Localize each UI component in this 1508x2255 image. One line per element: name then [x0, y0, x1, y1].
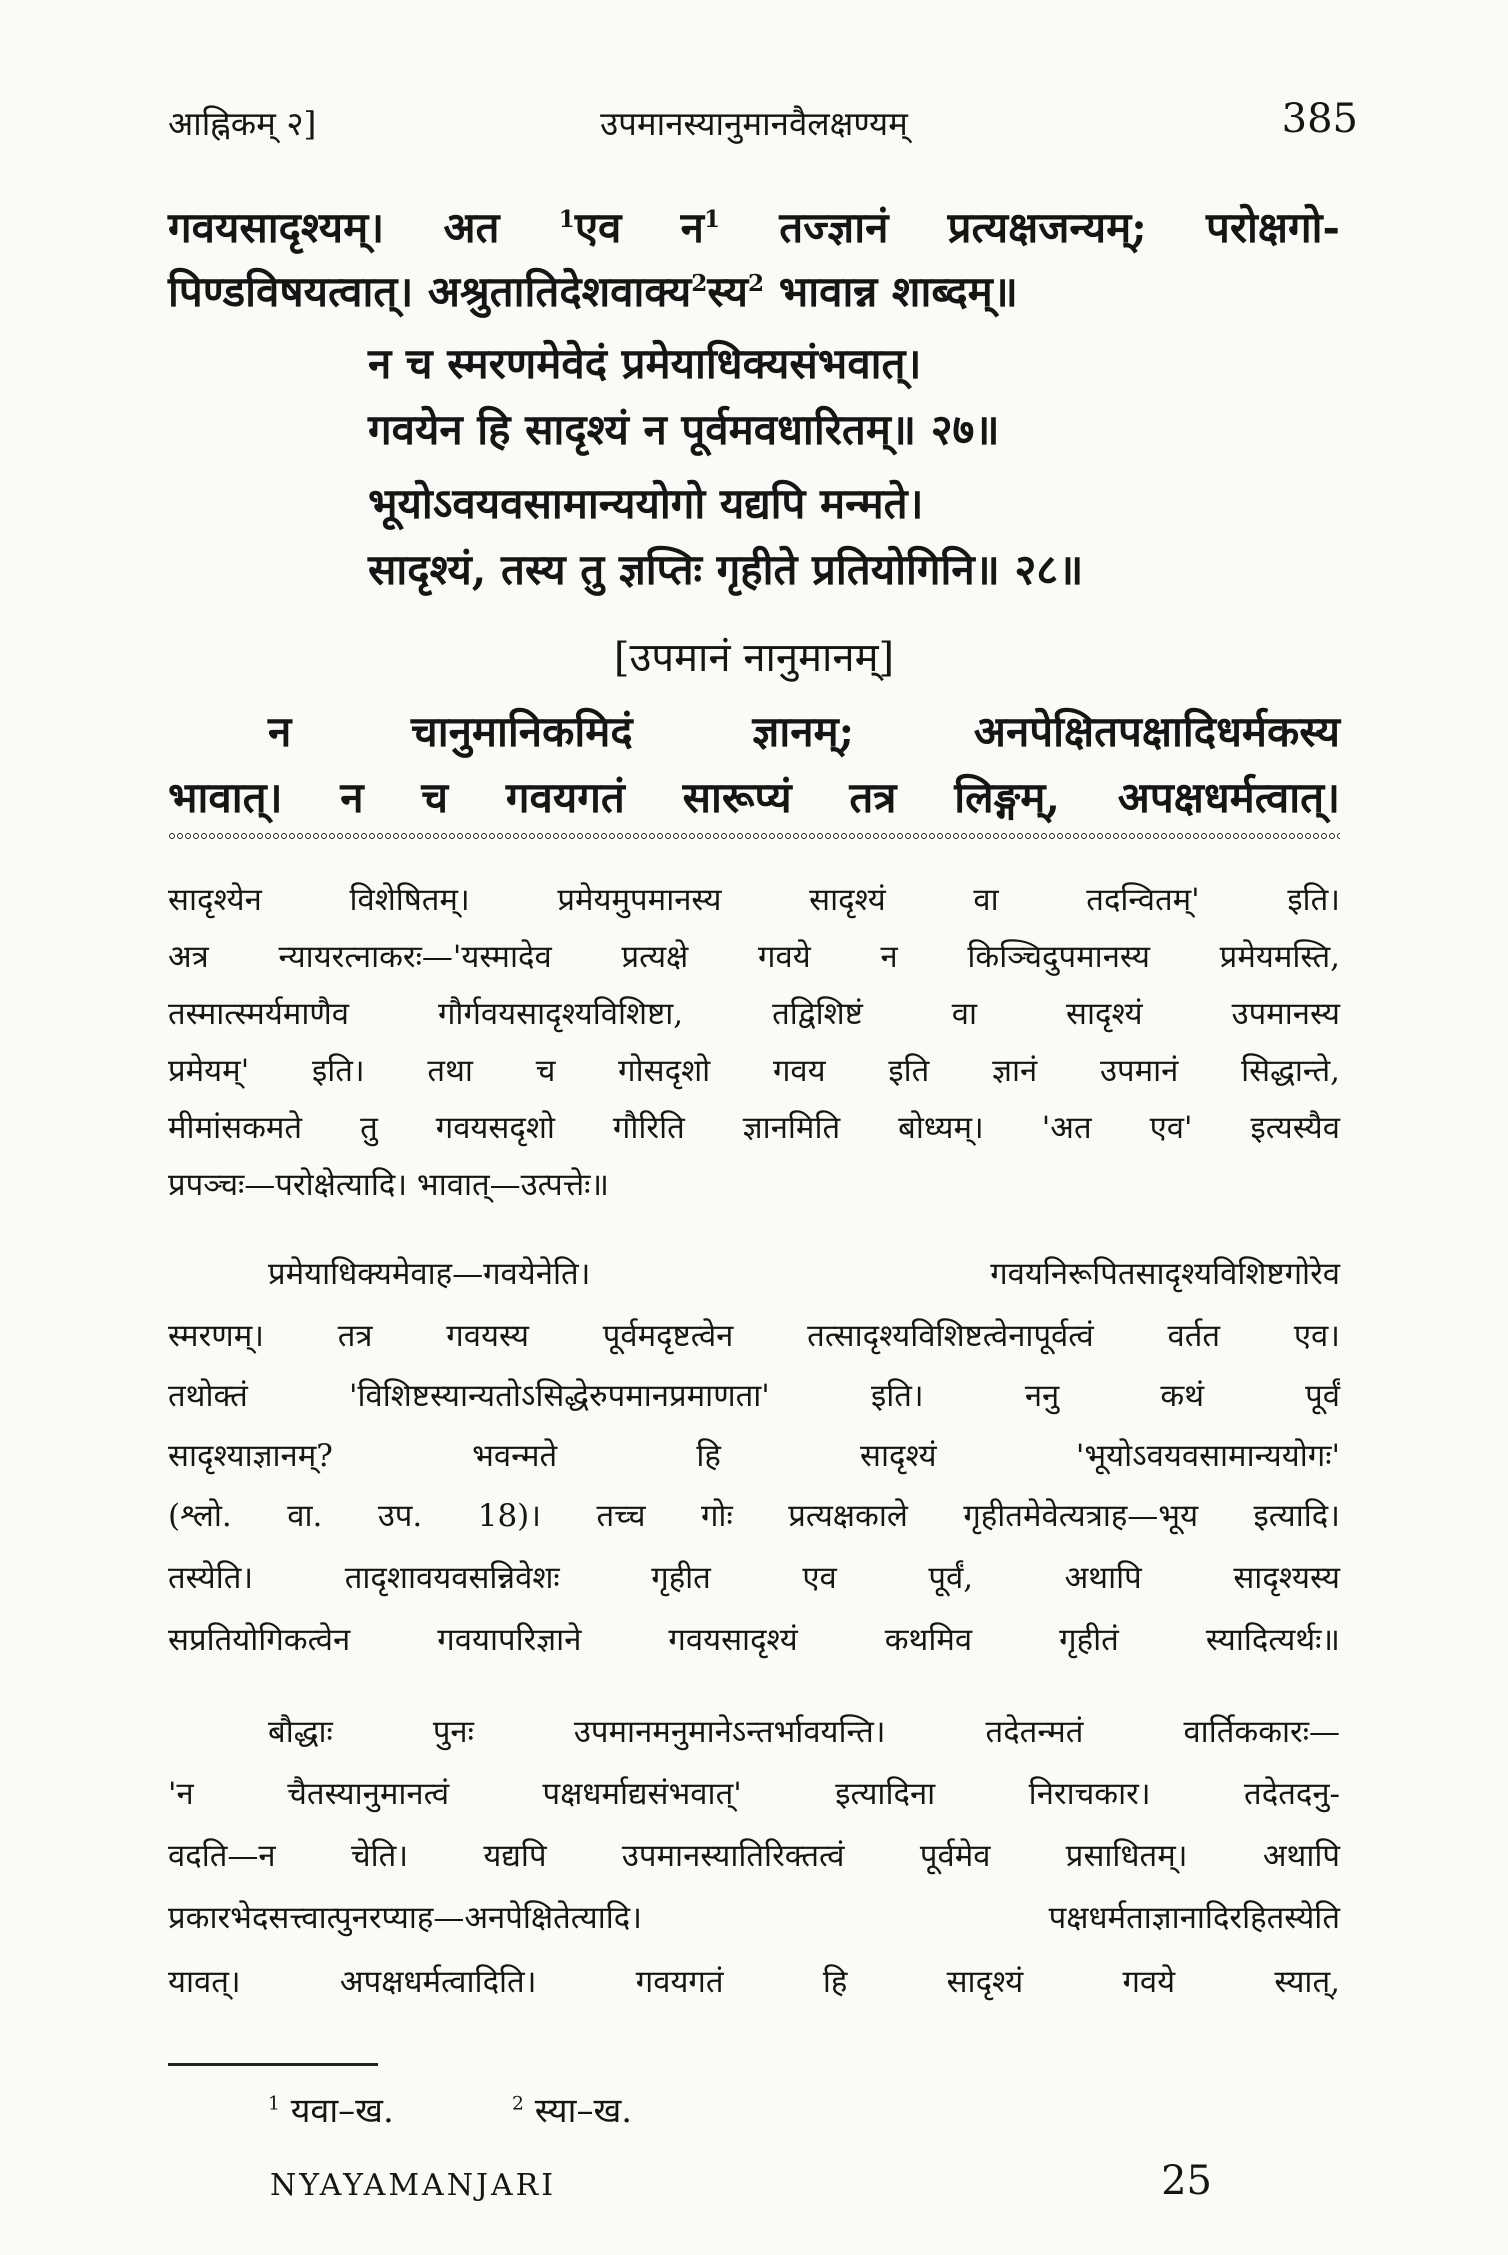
main-text-line: गवयसादृश्यम्। अत $^1$एव न$^1$ तज्ज्ञानं प्रत्यक्षजन्यम्; परोक्षगो-: [168, 203, 1340, 252]
footnote-2: $^2$ स्या–ख.: [512, 2091, 633, 2131]
commentary-line: सादृश्याज्ञानम्? भवन्मते हि सादृश्यं 'भूयोऽवयवसामान्ययोगः': [168, 1438, 1340, 1474]
footnote-ref: 2: [748, 270, 765, 297]
commentary-line: प्रमेयाधिक्यमेवाह—गवयेनेति। गवयनिरूपितसादृश्यविशिष्टगोरेव: [268, 1256, 1340, 1292]
main-text-line: पिण्डविषयत्वात्। अश्रुतातिदेशवाक्य$^2$स्य$^2$ भावान्न शाब्दम्॥: [168, 267, 1018, 316]
commentary-line: तस्येति। तादृशावयवसन्निवेशः गृहीत एव पूर्वं, अथापि सादृश्यस्य: [168, 1560, 1340, 1596]
verse-line: सादृश्यं, तस्य तु ज्ञप्तिः गृहीते प्रतियोगिनि॥ २८॥: [368, 545, 1084, 594]
signature-number: 25: [1161, 2158, 1212, 2204]
verse-line: गवयेन हि सादृश्यं न पूर्वमवधारितम्॥ २७॥: [368, 405, 1000, 454]
footnote-ref: 1: [703, 206, 721, 233]
commentary-line: प्रमेयम्' इति। तथा च गोसदृशो गवय इति ज्ञानं उपमानं सिद्धान्ते,: [168, 1053, 1340, 1089]
page-number: 385: [1281, 96, 1358, 142]
running-header-title: उपमानस्यानुमानवैलक्षण्यम्: [600, 104, 908, 143]
verse-line: भूयोऽवयवसामान्ययोगो यद्यपि मन्मते।: [368, 479, 924, 528]
commentary-line: सप्रतियोगिकत्वेन गवयापरिज्ञाने गवयसादृश्यं कथमिव गृहीतं स्यादित्यर्थः॥: [168, 1622, 1340, 1658]
commentary-line: प्रकारभेदसत्त्वात्पुनरप्याह—अनपेक्षितेत्यादि। पक्षधर्मताज्ञानादिरहितस्येति: [168, 1900, 1340, 1936]
section-heading: [उपमानं नानुमानम्]: [613, 635, 895, 681]
footnote-1: $^1$ यवा–ख.: [268, 2091, 394, 2131]
footnote-ref: 1: [558, 206, 575, 233]
footnote-ref: 2: [691, 270, 708, 297]
commentary-line: वदति—न चेति। यद्यपि उपमानस्यातिरिक्तत्वं पूर्वमेव प्रसाधितम्। अथापि: [168, 1838, 1340, 1874]
commentary-line: अत्र न्यायरत्नाकरः—'यस्मादेव प्रत्यक्षे गवये न किञ्चिदुपमानस्य प्रमेयमस्ति,: [168, 939, 1340, 975]
verse-line: न च स्मरणमेवेदं प्रमेयाधिक्यसंभवात्।: [368, 339, 922, 388]
running-header-left: आह्निकम् २]: [168, 104, 317, 143]
book-title-footer: NYAYAMANJARI: [270, 2168, 557, 2203]
commentary-line: यावत्। अपक्षधर्मत्वादिति। गवयगतं हि सादृश्यं गवये स्यात्,: [168, 1964, 1340, 2000]
main-text-line: भावात्। न च गवयगतं सारूप्यं तत्र लिङ्गम्, अपक्षधर्मत्वात्।: [168, 773, 1340, 822]
commentary-line: 'न चैतस्यानुमानत्वं पक्षधर्माद्यसंभवात्' इत्यादिना निराचकार। तदेतदनु-: [168, 1776, 1340, 1812]
main-text-line: न चानुमानिकमिदं ज्ञानम्; अनपेक्षितपक्षादिधर्मकस्य: [268, 707, 1340, 756]
commentary-line: (श्लो. वा. उप. 18)। तच्च गोः प्रत्यक्षकाले गृहीतमेवेत्यत्राह—भूय इत्यादि।: [168, 1498, 1340, 1534]
commentary-line: बौद्धाः पुनः उपमानमनुमानेऽन्तर्भावयन्ति। तदेतन्मतं वार्तिककारः—: [268, 1714, 1340, 1750]
commentary-line: स्मरणम्। तत्र गवयस्य पूर्वमदृष्टत्वेन तत्सादृश्यविशिष्टत्वेनापूर्वत्वं वर्तत एव।: [168, 1318, 1340, 1354]
commentary-line: सादृश्येन विशेषितम्। प्रमेयमुपमानस्य सादृश्यं वा तदन्वितम्' इति।: [168, 882, 1340, 918]
wavy-separator: [168, 832, 1340, 840]
commentary-line: तथोक्तं 'विशिष्टस्यान्यतोऽसिद्धेरुपमानप्रमाणता' इति। ननु कथं पूर्वं: [168, 1378, 1340, 1414]
commentary-line: मीमांसकमते तु गवयसदृशो गौरिति ज्ञानमिति बोध्यम्। 'अत एव' इत्यस्यैव: [168, 1110, 1340, 1146]
commentary-line: तस्मात्स्मर्यमाणैव गौर्गवयसादृश्यविशिष्टा, तद्विशिष्टं वा सादृश्यं उपमानस्य: [168, 996, 1340, 1032]
commentary-line: प्रपञ्चः—परोक्षेत्यादि। भावात्—उत्पत्तेः॥: [168, 1167, 609, 1203]
footnote-rule: [168, 2063, 378, 2066]
